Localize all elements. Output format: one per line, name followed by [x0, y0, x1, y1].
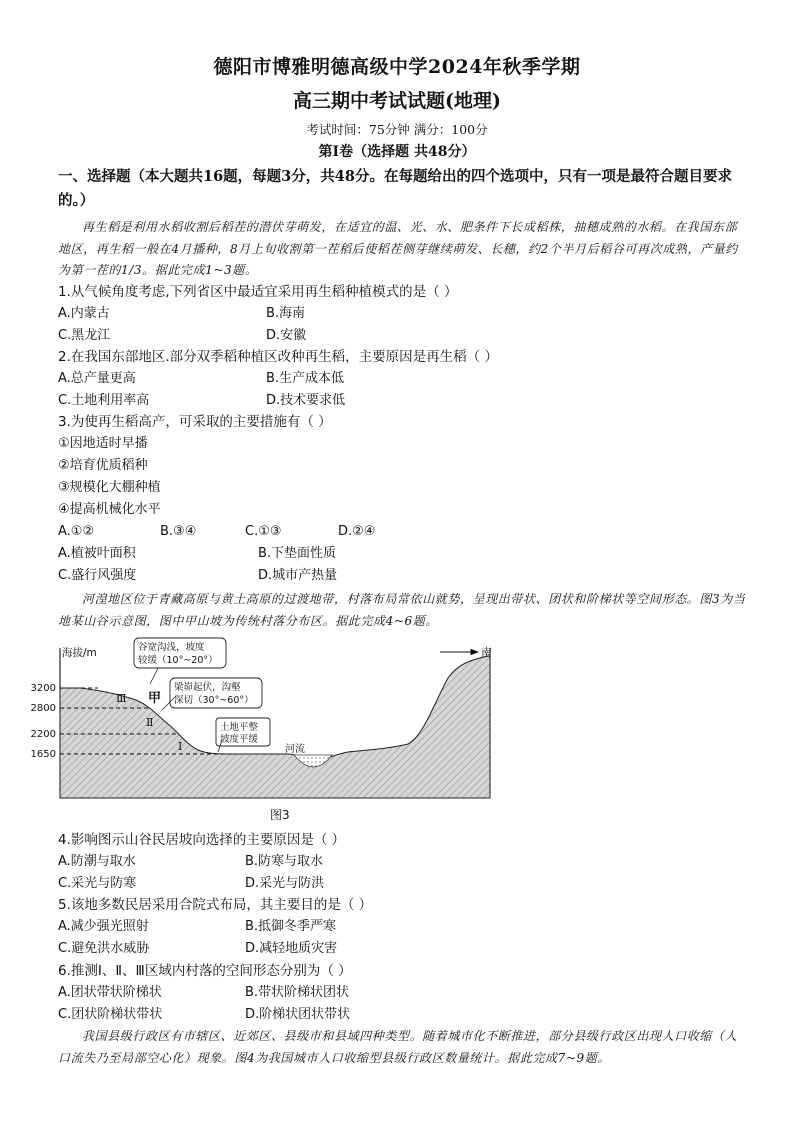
question-1-option-c[interactable]: C.黑龙江 — [58, 328, 111, 343]
exam-title-subject: 高三期中考试试题(地理) — [293, 90, 501, 112]
question-1-option-b[interactable]: B.海南 — [266, 306, 306, 321]
callout-1-line-1: 谷宽沟浅，坡度 — [138, 642, 205, 653]
question-2-stem: 2.在我国东部地区.部分双季稻种植区改种再生稻，主要原因是再生稻（ ） — [58, 349, 498, 365]
question-6-option-a[interactable]: A.团状带状阶梯状 — [58, 985, 162, 1000]
figure-3-valley-profile — [30, 636, 498, 801]
question-3-option-c[interactable]: C.①③ — [245, 524, 282, 539]
question-4-option-a[interactable]: A.防潮与取水 — [58, 854, 136, 869]
passage-rice: 再生稻是利用水稻收割后稻茬的潜伏芽萌发，在适宜的温、光、水、肥条件下长成稻株，抽穗成熟的水稻。在我国东部地区，再生稻一般在4月播种，8月上旬收割第一茬稻后使稻茬侧芽继续萌发、长穗，约2个半月后稻谷可再次成熟，产量约为第一茬的1/3。据此完成1~3题。 — [58, 220, 738, 277]
tick-3200: 3200 — [30, 683, 56, 694]
question-3-item-3: ③规模化大棚种植 — [58, 480, 161, 495]
callout-2-line-2: 深切（30°~60°） — [174, 695, 254, 706]
callout-1-line-2: 较缓（10°~20°） — [138, 655, 218, 666]
region-label-ii: Ⅱ — [146, 716, 154, 729]
extra-option-a[interactable]: A.植被叶面积 — [58, 546, 136, 561]
question-3-stem: 3.为使再生稻高产，可采取的主要措施有（ ） — [58, 414, 332, 430]
question-5-option-b[interactable]: B.抵御冬季严寒 — [245, 919, 337, 934]
question-3-option-d[interactable]: D.②④ — [338, 524, 376, 539]
passage-county-population: 我国县级行政区有市辖区、近郊区、县级市和县域四种类型。随着城市化不断推进，部分县级行政区出现人口收缩（人口流失乃至局部空心化）现象。图4为我国城市人口收缩型县级行政区数量统计。据此完成7~9题。 — [58, 1029, 738, 1065]
question-3-item-2: ②培育优质稻种 — [58, 458, 148, 473]
extra-option-d[interactable]: D.城市产热量 — [258, 568, 338, 583]
question-4-option-d[interactable]: D.采光与防洪 — [245, 876, 325, 891]
question-1-option-a[interactable]: A.内蒙古 — [58, 306, 110, 321]
region-label-i: Ⅰ — [178, 740, 183, 753]
extra-option-b[interactable]: B.下垫面性质 — [258, 546, 337, 561]
label-jia: 甲 — [148, 691, 162, 706]
question-5-option-a[interactable]: A.减少强光照射 — [58, 919, 149, 934]
question-5-option-c[interactable]: C.避免洪水威胁 — [58, 941, 150, 956]
question-1-option-d[interactable]: D.安徽 — [266, 328, 307, 343]
question-4-stem: 4.影响图示山谷民居坡向选择的主要原因是（ ） — [58, 832, 346, 848]
question-2-option-c[interactable]: C.土地利用率高 — [58, 393, 150, 408]
question-2-option-a[interactable]: A.总产量更高 — [58, 371, 136, 386]
callout-3-line-1: 土地平整 — [220, 722, 259, 733]
tick-2800: 2800 — [30, 703, 56, 714]
question-3-item-1: ①因地适时早播 — [58, 436, 148, 451]
part-heading: 第Ⅰ卷（选择题 共48分） — [318, 144, 476, 160]
callout-3-line-2: 坡度平缓 — [220, 734, 259, 745]
figure-3-caption: 图3 — [270, 808, 290, 822]
section-heading: 一、选择题（本大题共16题，每题3分，共48分。在每题给出的四个选项中，只有一项是最符合题目要求的。） — [58, 168, 732, 209]
question-5-stem: 5.该地多数民居采用合院式布局，其主要目的是（ ） — [58, 897, 373, 913]
exam-title-school: 德阳市博雅明德高级中学2024年秋季学期 — [213, 56, 581, 78]
terrain-profile — [60, 656, 490, 798]
y-axis-label: 海拔/m — [62, 647, 97, 659]
question-6-option-c[interactable]: C.团状阶梯状带状 — [58, 1007, 163, 1022]
question-6-option-b[interactable]: B.带状阶梯状团状 — [245, 985, 350, 1000]
tick-1650: 1650 — [30, 749, 56, 760]
question-3-option-a[interactable]: A.①② — [58, 524, 95, 539]
callout-1-pointer — [150, 668, 158, 684]
question-2-option-b[interactable]: B.生产成本低 — [266, 371, 345, 386]
question-3-item-4: ④提高机械化水平 — [58, 502, 161, 517]
direction-label: 南 — [481, 646, 492, 659]
question-4-option-c[interactable]: C.采光与防寒 — [58, 876, 137, 891]
question-1-stem: 1.从气候角度考虑,下列省区中最适宜采用再生稻种植模式的是（ ） — [58, 284, 458, 300]
extra-option-c[interactable]: C.盛行风强度 — [58, 568, 137, 583]
exam-meta: 考试时间：75分钟 满分：100分 — [306, 122, 488, 137]
tick-2200: 2200 — [30, 729, 56, 740]
callout-2-line-1: 梁峁起伏，沟壑 — [174, 682, 241, 693]
question-6-option-d[interactable]: D.阶梯状团状带状 — [245, 1007, 351, 1022]
region-label-iii: Ⅲ — [116, 692, 127, 705]
question-4-option-b[interactable]: B.防寒与取水 — [245, 854, 324, 869]
passage-huangshui: 河湟地区位于青藏高原与黄土高原的过渡地带，村落布局常依山就势，呈现出带状、团状和阶梯状等空间形态。图3为当地某山谷示意图，图中甲山坡为传统村落分布区。据此完成4~6题。 — [58, 592, 746, 628]
question-6-stem: 6.推测Ⅰ、Ⅱ、Ⅲ区域内村落的空间形态分别为（ ） — [58, 963, 352, 979]
question-2-option-d[interactable]: D.技术要求低 — [266, 393, 346, 408]
river-label: 河流 — [285, 744, 305, 755]
question-5-option-d[interactable]: D.减轻地质灾害 — [245, 941, 338, 956]
question-3-option-b[interactable]: B.③④ — [160, 524, 197, 539]
